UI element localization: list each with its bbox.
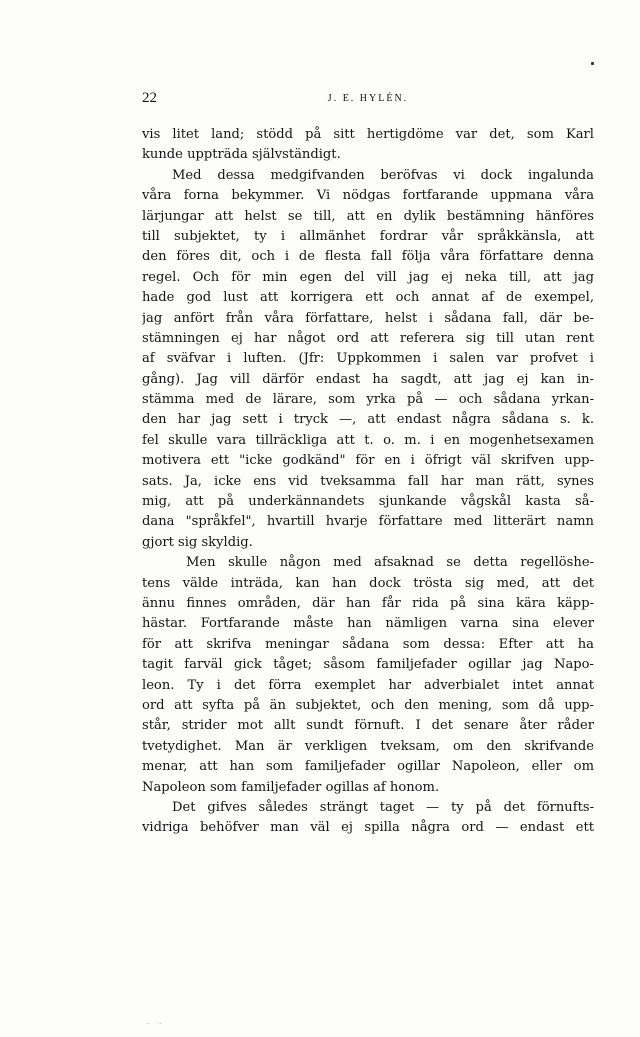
text-line: hästar. Fortfarande måste han nämligen varna sina elever	[142, 616, 594, 632]
text-line: fel skulle vara tillräckliga att t. o. m. i en mogenhetsexamen	[142, 432, 594, 448]
text-line: Det gifves således strängt taget — ty på det förnufts-	[172, 799, 594, 815]
text-line: hade god lust att korrigera ett och annat af de exempel,	[142, 290, 594, 306]
text-line: leon. Ty i det förra exemplet har adverbialet intet annat	[142, 677, 594, 693]
text-line: kunde uppträda självständigt.	[142, 147, 341, 163]
text-line: tagit farväl gick tåget; såsom familjefader ogillar jag Napo-	[142, 657, 594, 673]
text-line: står, strider mot allt sundt förnuft. I det senare åter råder	[142, 718, 594, 734]
text-line: af sväfvar i luften. (Jfr: Uppkommen i salen var profvet i	[142, 351, 594, 367]
text-line: stämma med de lärare, som yrka på — och sådana yrkan-	[142, 392, 594, 408]
text-line: sats. Ja, icke ens vid tveksamma fall har man rätt, synes	[142, 473, 594, 489]
text-line: motivera ett "icke godkänd" för en i öfrigt väl skrifven upp-	[142, 453, 594, 469]
text-line: ord att syfta på än subjektet, och den mening, som då upp-	[142, 697, 594, 713]
text-line: regel. Och för min egen del vill jag ej neka till, att jag	[142, 269, 594, 285]
text-line: gång). Jag vill därför endast ha sagdt, att jag ej kan in-	[142, 371, 594, 387]
text-line: Men skulle någon med afsaknad se detta regellöshe-	[186, 555, 594, 571]
text-line: lärjungar att helst se till, att en dylik bestämning hänföres	[142, 208, 594, 224]
text-line: för att skrifva meningar sådana som dessa: Efter att ha	[142, 636, 594, 652]
text-line: tens välde inträda, kan han dock trösta sig med, att det	[142, 575, 594, 591]
text-line: vis litet land; stödd på sitt hertigdöme var det, som Karl	[142, 127, 594, 142]
text-line: menar, att han som familjefader ogillar Napoleon, eller om	[142, 759, 594, 775]
running-head	[142, 90, 594, 112]
text-line: ännu finnes områden, där han får rida på sina kära käpp-	[142, 595, 594, 611]
page-number: 22	[142, 90, 157, 106]
text-line: jag anfört från våra författare, helst i sådana fall, där be-	[142, 310, 594, 326]
text-line: gjort sig skyldig.	[142, 534, 253, 550]
text-line: den föres dit, och i de flesta fall följa våra författare denna	[142, 249, 594, 265]
text-line: stämningen ej har något ord att referera sig till utan rent	[142, 330, 594, 346]
text-line: dana "språkfel", hvartill hvarje författare med litterärt namn	[142, 514, 594, 530]
text-line: Napoleon som familjefader ogillas af honom.	[142, 779, 440, 795]
page-footer-marks: - -	[147, 1020, 166, 1027]
text-line: tvetydighet. Man är verkligen tveksam, om den skrifvande	[142, 738, 594, 754]
text-line: den har jag sett i tryck —, att endast några sådana s. k.	[142, 412, 594, 428]
text-line: till subjektet, ty i allmänhet fordrar vår språkkänsla, att	[142, 228, 594, 244]
body-text	[142, 125, 594, 839]
text-line: mig, att på underkännandets sjunkande vågskål kasta så-	[142, 494, 594, 510]
stray-ink-mark	[591, 62, 594, 65]
text-line: Med dessa medgifvanden beröfvas vi dock ingalunda	[172, 167, 594, 183]
text-line: våra forna bekymmer. Vi nödgas fortfarande uppmana våra	[142, 188, 594, 204]
text-line: vidriga behöfver man väl ej spilla några ord — endast ett	[142, 820, 594, 836]
running-head-author: J. E. HYLÉN.	[327, 93, 409, 104]
